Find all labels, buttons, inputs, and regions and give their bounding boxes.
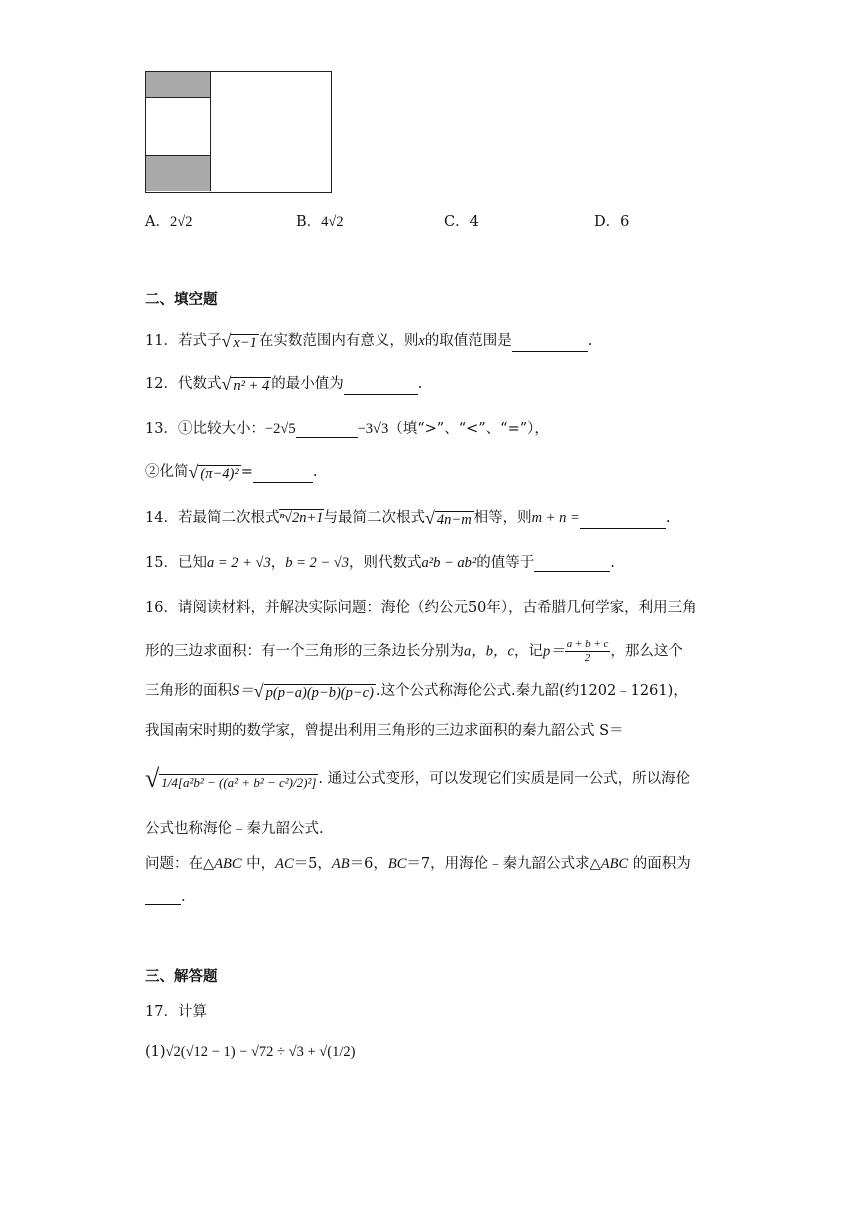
question-16-line-1: 16．请阅读材料，并解决实际问题：海伦（约公元50年），古希腊几何学家，利用三角 bbox=[145, 600, 697, 616]
option-b: B．4√2 bbox=[296, 214, 344, 230]
answer-blank bbox=[253, 468, 313, 483]
section-heading-solutions: 三、解答题 bbox=[145, 969, 218, 985]
option-d: D．6 bbox=[594, 214, 630, 230]
answer-blank bbox=[534, 557, 610, 572]
question-16-line-3: 三角形的面积S＝√ p(p−a)(p−b)(p−c) .这个公式称海伦公式.秦九韶(约1202﹣1261)， bbox=[145, 680, 688, 701]
answer-blank bbox=[296, 423, 358, 438]
answer-blank bbox=[512, 337, 588, 352]
answer-blank bbox=[344, 380, 418, 395]
section-heading-fill-blank: 二、填空题 bbox=[145, 292, 218, 308]
shaded-square-bottom bbox=[146, 156, 211, 191]
shaded-square-top bbox=[146, 72, 211, 98]
question-12: 12．代数式√ n² + 4 的最小值为 . bbox=[145, 373, 423, 394]
question-13-part-2: ②化简√ (π−4)² = . bbox=[145, 461, 318, 482]
option-c: C．4 bbox=[444, 214, 479, 230]
question-17-title: 17．计算 bbox=[145, 1004, 207, 1020]
question-16-line-5: √ 1/4[a²b² − ((a² + b² − c²)/2)²] . 通过公式变形，可以发现它们实质是同一公式，所以海伦 bbox=[145, 764, 691, 793]
question-11: 11．若式子√ x−1 在实数范围内有意义，则x的取值范围是 . bbox=[145, 330, 593, 351]
question-16-line-4: 我国南宋时期的数学家，曾提出利用三角形的三边求面积的秦九韶公式 S＝ bbox=[145, 723, 624, 739]
question-13: 13．①比较大小：−2√5 −3√3（填“>”、“<”、“=”）， bbox=[145, 421, 549, 437]
question-14: 14．若最简二次根式ⁿ√2n+1与最简二次根式√ 4n−m 相等，则m + n = . bbox=[145, 507, 671, 528]
question-17-part-1: (1)√2(√12 − 1) − √72 ÷ √3 + √(1/2) bbox=[145, 1044, 356, 1060]
question-16-line-2: 形的三边求面积：有一个三角形的三条边长分别为a，b，c，记p＝ $\frac{a + b + c}{2}$ ，那么这个 bbox=[145, 638, 683, 664]
question-16-line-7: 问题：在△ABC 中，AC＝5，AB＝6，BC＝7，用海伦﹣秦九韶公式求△ABC 的面积为 bbox=[145, 856, 691, 872]
rectangle-figure bbox=[145, 71, 332, 193]
answer-blank bbox=[580, 514, 666, 529]
option-a: A．2√2 bbox=[145, 214, 193, 230]
white-square-middle bbox=[146, 98, 211, 156]
question-16-line-8: . bbox=[145, 889, 186, 905]
qin-jiushao-formula: 1/4[a²b² − ((a² + b² − c²)/2)²] bbox=[161, 775, 317, 790]
question-16-line-6: 公式也称海伦﹣秦九韶公式. bbox=[145, 821, 324, 837]
question-15: 15．已知a = 2 + √3，b = 2 − √3，则代数式a²b − ab²的值等于 . bbox=[145, 555, 615, 571]
answer-blank bbox=[145, 890, 181, 905]
